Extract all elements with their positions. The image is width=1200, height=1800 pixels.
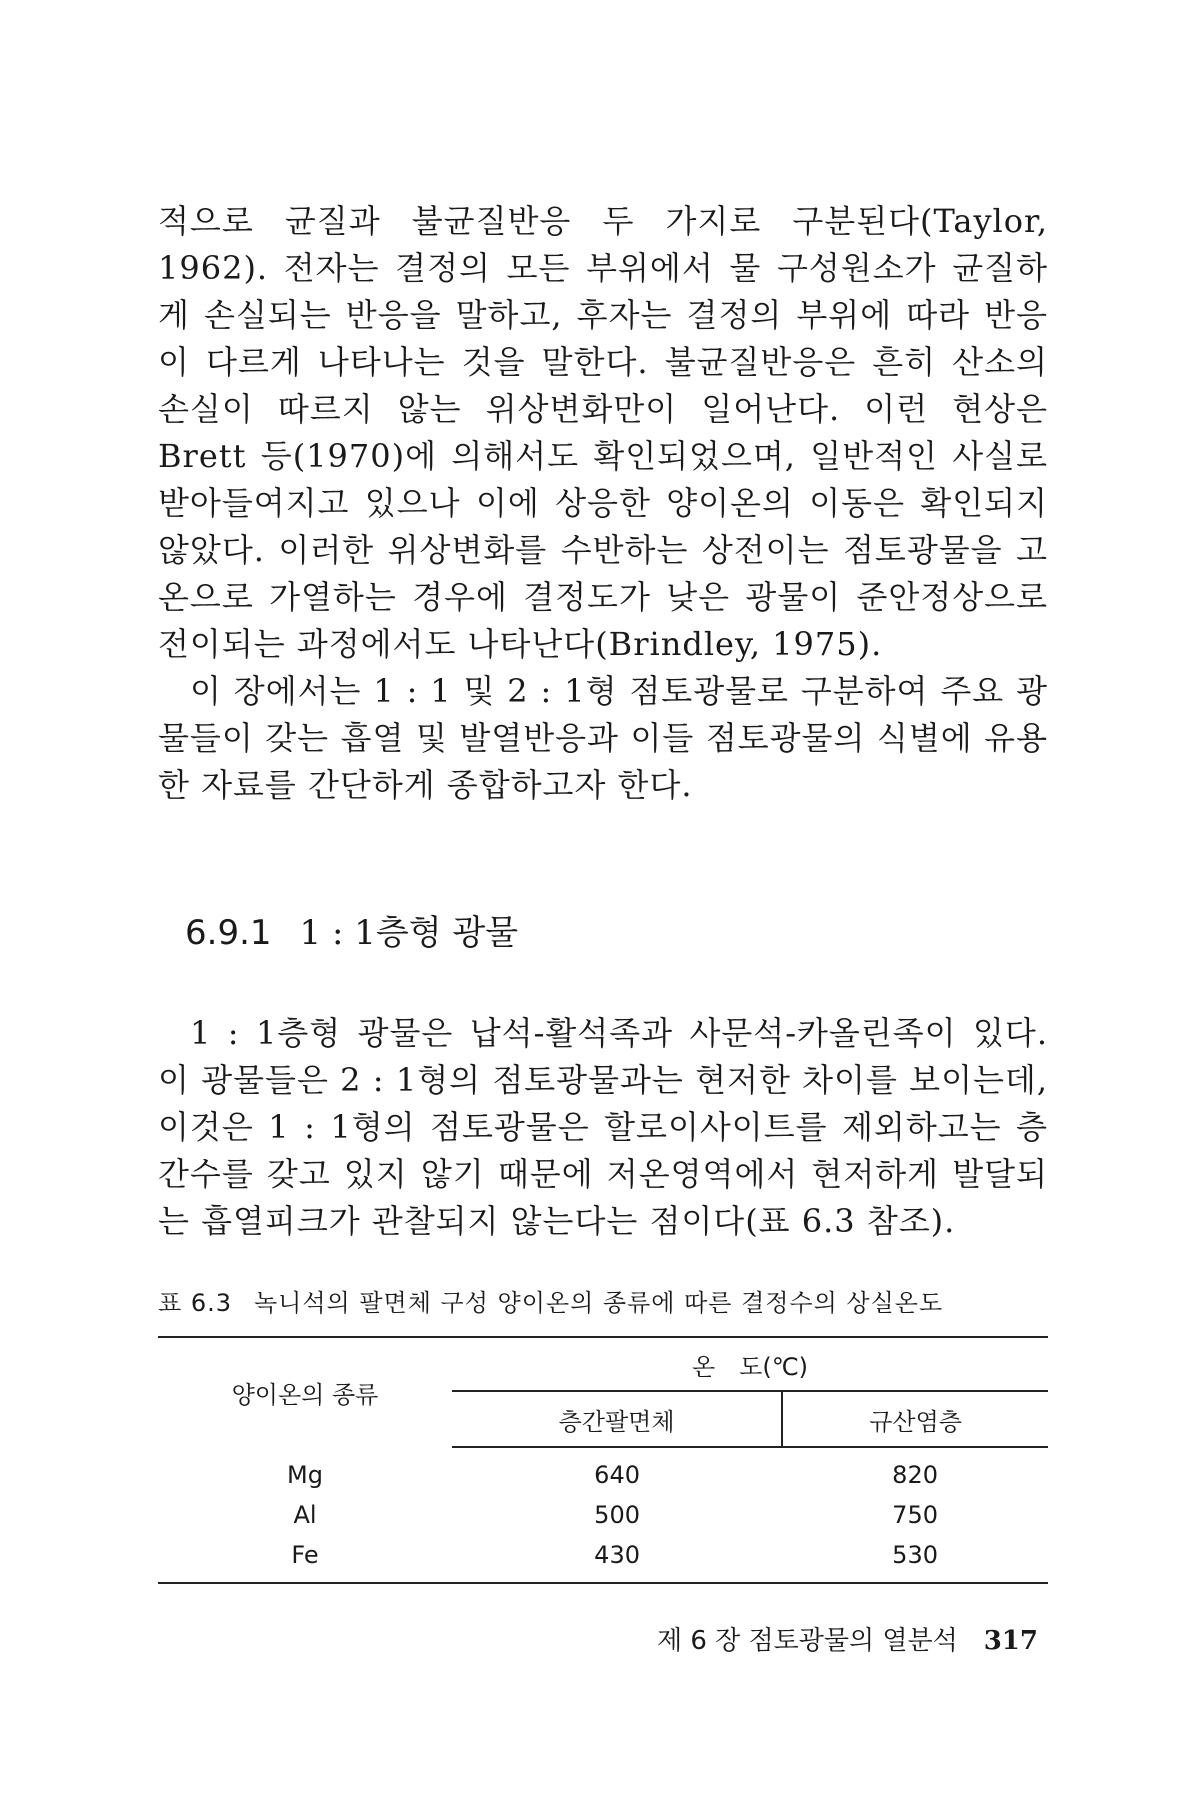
table-caption-text: 녹니석의 팔면체 구성 양이온의 종류에 따른 결정수의 상실온도 [253, 1289, 944, 1317]
table-caption [158, 1283, 943, 1318]
table-row [158, 1447, 1048, 1495]
table-cell-value: 530 [782, 1535, 1048, 1583]
body-text-section [158, 1010, 1048, 1245]
section-title: 1 : 1층형 광물 [299, 913, 519, 953]
table-cell-value: 750 [892, 1501, 938, 1529]
table-cell-value: 820 [892, 1461, 938, 1489]
table-group-header: 온 도(℃) [452, 1337, 1048, 1391]
table-cell-value: 640 [594, 1461, 640, 1489]
table-cell-cation: Fe [158, 1535, 452, 1583]
section-number: 6.9.1 [185, 913, 272, 953]
paragraph-chapter-intro: 이 장에서는 1 : 1 및 2 : 1형 점토광물로 구분하여 주요 광물들이 갖는 흡열 및 발열반응과 이들 점토광물의 식별에 유용한 자료를 간단하게 종합하고자 한다. [158, 672, 1048, 804]
table-cell-cation: Al [293, 1501, 317, 1529]
table-col-header: 규산염층 [782, 1391, 1048, 1447]
page-footer [657, 1620, 1038, 1657]
table-cell-value: 500 [594, 1501, 640, 1529]
table-col-header: 층간팔면체 [452, 1391, 782, 1447]
table-row-header: 양이온의 종류 [158, 1337, 452, 1447]
table-row [158, 1495, 1048, 1535]
running-footer-chapter: 제 6 장 점토광물의 열분석 [656, 1626, 958, 1656]
table-row [158, 1535, 1048, 1583]
paragraph-section: 1 : 1층형 광물은 납석-활석족과 사문석-카올린족이 있다. 이 광물들은 2 : 1형의 점토광물과는 현저한 차이를 보이는데, 이것은 1 : 1형의 점토광물은 할로이사이트를 제외하고는 층간수를 갖고 있지 않기 때문에 저온영역에서 현저하게 발달되는 흡열피크가 관찰되지 않는다는 점이다(표 6.3 참조). [158, 1014, 1048, 1240]
table-caption-number: 표 6.3 [158, 1289, 232, 1317]
table-cell-cation: Mg [287, 1460, 323, 1489]
section-heading [185, 905, 518, 954]
page-number: 317 [983, 1626, 1038, 1656]
paragraph-continuation: 적으로 균질과 불균질반응 두 가지로 구분된다(Taylor, 1962). 전자는 결정의 모든 부위에서 물 구성원소가 균질하게 손실되는 반응을 말하고, 후자는 결정의 부위에 따라 반응이 다르게 나타나는 것을 말한다. 불균질반응은 흔히 산소의 손실이 따르지 않는 위상변화만이 일어난다. 이런 현상은 Brett 등(1970)에 의해서도 확인되었으며, 일반적인 사실로 받아들여지고 있으나 이에 상응한 양이온의 이동은 확인되지 않았다. 이러한 위상변화를 수반하는 상전이는 점토광물을 고온으로 가열하는 경우에 결정도가 낮은 광물이 준안정상으로 전이되는 과정에서도 나타난다(Brindley, 1975). [158, 202, 1048, 663]
data-table [158, 1336, 1048, 1584]
table-cell-value: 430 [452, 1535, 782, 1583]
body-text-top [158, 198, 1048, 809]
